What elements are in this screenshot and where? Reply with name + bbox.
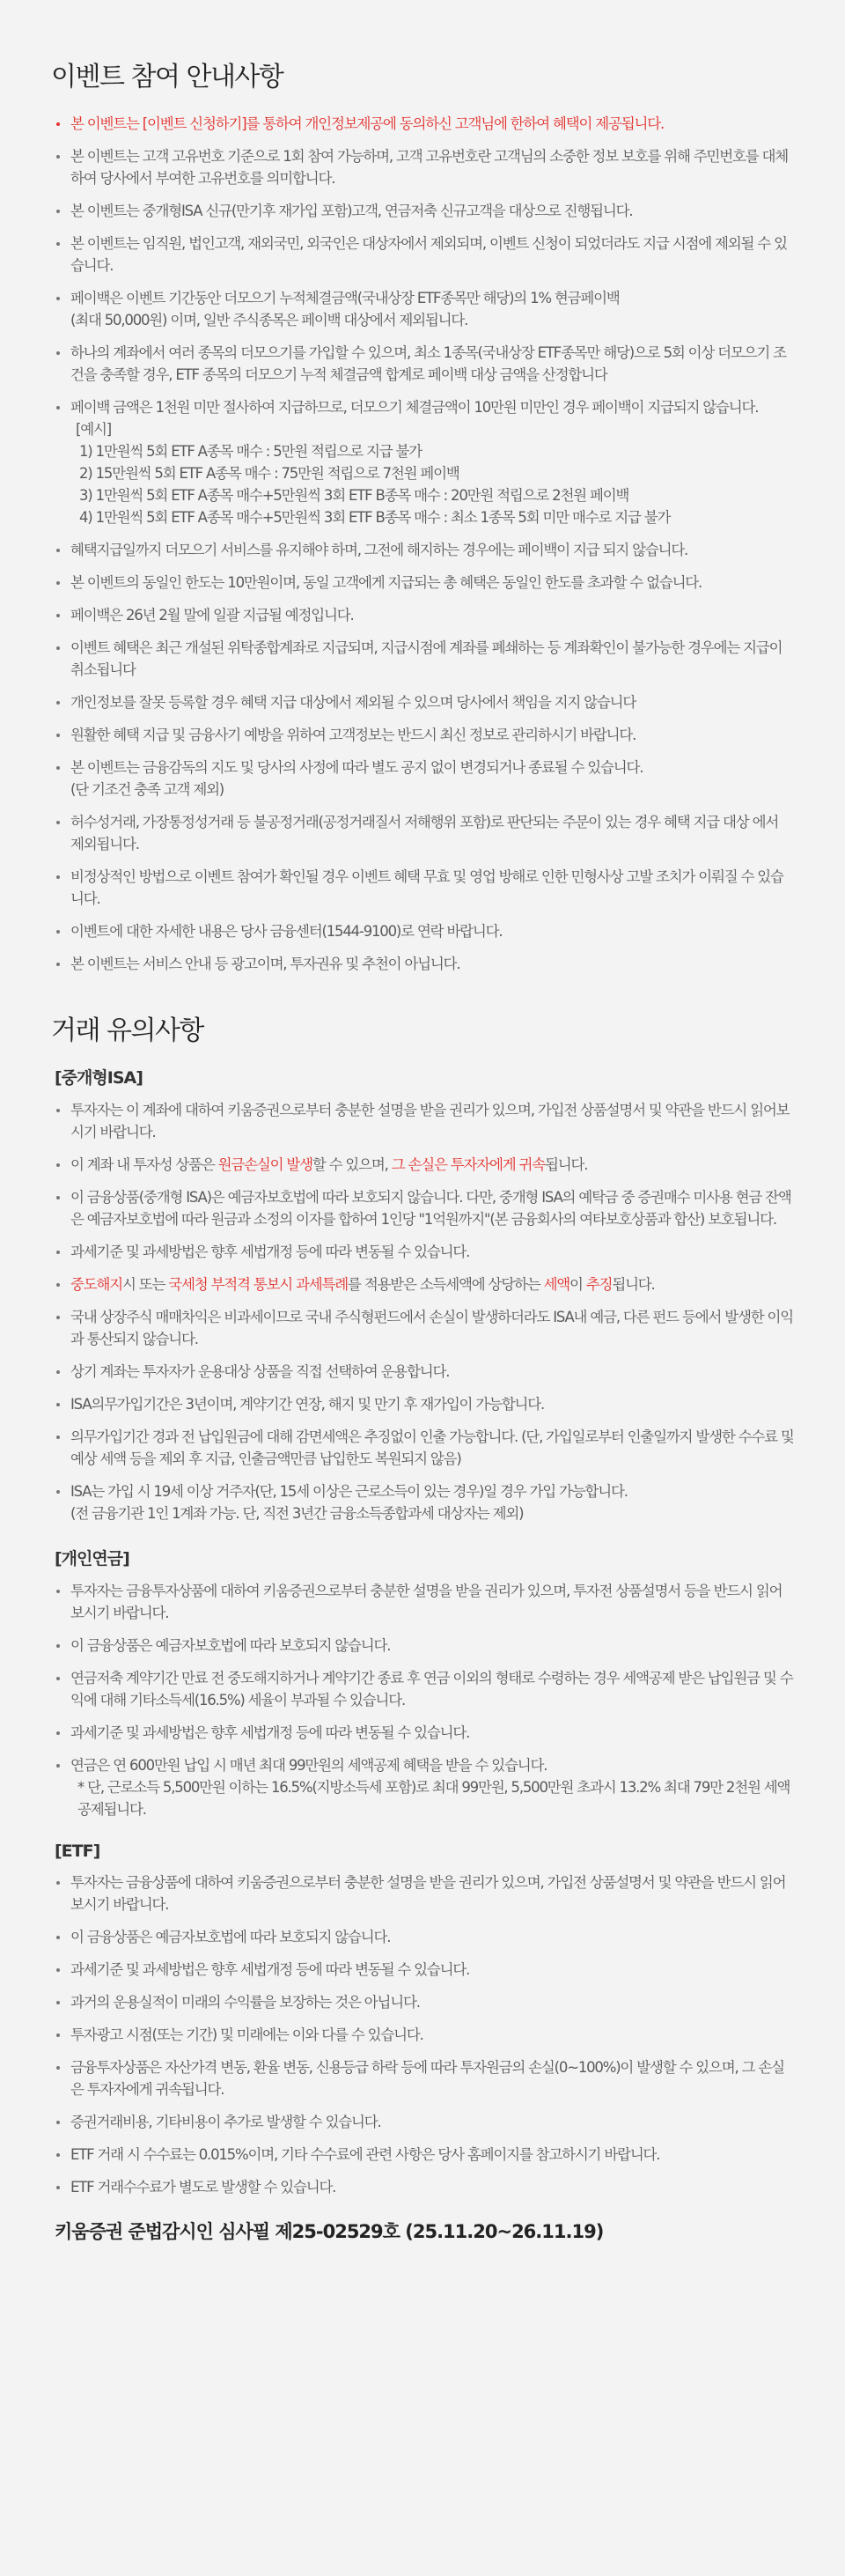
- list-item: ETF 거래수수료가 별도로 발생할 수 있습니다.: [55, 2176, 794, 2198]
- list-item: 과세기준 및 과세방법은 향후 세법개정 등에 따라 변동될 수 있습니다.: [55, 1722, 794, 1744]
- list-item: [55, 1754, 794, 1820]
- list-item: ISA의무가입기간은 3년이며, 계약기간 연장, 해지 및 만기 후 재가입이 가능합니다.: [55, 1393, 794, 1415]
- isa-list: [51, 1099, 794, 1524]
- change-text: 본 이벤트는 금융감독의 지도 및 당사의 사정에 따라 별도 공지 없이 변경되거나 종료될 수 있습니다.: [70, 759, 643, 776]
- example-item: 1) 1만원씩 5회 ETF A종목 매수 : 5만원 적립으로 지급 불가: [79, 443, 422, 460]
- list-item: 투자광고 시점(또는 기간) 및 미래에는 이와 다를 수 있습니다.: [55, 2024, 794, 2046]
- highlight-text: 중도해지: [70, 1276, 122, 1293]
- payback-note: (최대 50,000원) 이며, 일반 주식종목은 페이백 대상에서 제외됩니다.: [70, 312, 468, 328]
- list-item: 하나의 계좌에서 여러 종목의 더모으기를 가입할 수 있으며, 최소 1종목(국내상장 ETF종목만 해당)으로 5회 이상 더모으기 조건을 충족할 경우, ETF 종목의 더모으기 누적 체결금액 합계로 페이백 대상 금액을 산정합니다: [55, 342, 794, 386]
- highlight-text: 추징: [585, 1276, 613, 1293]
- list-item: ETF 거래 시 수수료는 0.015%이며, 기타 수수료에 관련 사항은 당사 홈페이지를 참고하시기 바랍니다.: [55, 2144, 794, 2166]
- list-item: 허수성거래, 가장통정성거래 등 불공정거래(공정거래질서 저해행위 포함)로 판단되는 주문이 있는 경우 혜택 지급 대상 에서 제외됩니다.: [55, 811, 794, 855]
- list-item: 중도해지시 또는 국세청 부적격 통보시 과세특례를 적용받은 소득세액에 상당하는 세액이 추징됩니다.: [55, 1273, 794, 1295]
- etf-list: [51, 1871, 794, 2198]
- example-item: 4) 1만원씩 5회 ETF A종목 매수+5만원씩 3회 ETF B종목 매수 : 최소 1종목 5회 미만 매수로 지급 불가: [79, 509, 671, 526]
- list-item: 국내 상장주식 매매차익은 비과세이므로 국내 주식형펀드에서 손실이 발생하더라도 ISA내 예금, 다른 펀드 등에서 발생한 이익과 통산되지 않습니다.: [55, 1306, 794, 1350]
- list-item: 과거의 운용실적이 미래의 수익률을 보장하는 것은 아닙니다.: [55, 1991, 794, 2013]
- list-item: 이벤트에 대한 자세한 내용은 당사 금융센터(1544-9100)로 연락 바랍니다.: [55, 920, 794, 942]
- change-note: (단 기조건 충족 고객 제외): [70, 781, 224, 798]
- list-item: [55, 1480, 794, 1524]
- list-item: 본 이벤트의 동일인 한도는 10만원이며, 동일 고객에게 지급되는 총 혜택은 동일인 한도를 초과할 수 없습니다.: [55, 572, 794, 594]
- list-item: 연금저축 계약기간 만료 전 중도해지하거나 계약기간 종료 후 연금 이외의 형태로 수령하는 경우 세액공제 받은 납입원금 및 수익에 대해 기타소득세(16.5%) 세율이 부과될 수 있습니다.: [55, 1667, 794, 1711]
- list-item: 비정상적인 방법으로 이벤트 참여가 확인될 경우 이벤트 혜택 무효 및 영업 방해로 인한 민형사상 고발 조치가 이뤄질 수 있습니다.: [55, 866, 794, 910]
- payback-threshold-text: 페이백 금액은 1천원 미만 절사하여 지급하므로, 더모으기 체결금액이 10만원 미만인 경우 페이백이 지급되지 않습니다.: [70, 399, 759, 416]
- compliance-approval-number: 키움증권 준법감시인 심사필 제25-02529호 (25.11.20~26.11.19): [55, 2221, 604, 2242]
- list-item: 본 이벤트는 [이벤트 신청하기]를 통하여 개인정보제공에 동의하신 고객님에 한하여 혜택이 제공됩니다.: [55, 113, 794, 135]
- pension-deduction-text: 연금은 연 600만원 납입 시 매년 최대 99만원의 세액공제 혜택을 받을 수 있습니다.: [70, 1757, 547, 1774]
- list-item: 본 이벤트는 고객 고유번호 기준으로 1회 참여 가능하며, 고객 고유번호란 고객님의 소중한 정보 보호를 위해 주민번호를 대체하여 당사에서 부여한 고유번호를 의미합니다.: [55, 145, 794, 189]
- list-item: 이 금융상품은 예금자보호법에 따라 보호되지 않습니다.: [55, 1926, 794, 1948]
- highlight-text: 원금손실이 발생: [217, 1156, 312, 1173]
- list-item: 원활한 혜택 지급 및 금융사기 예방을 위하여 고객정보는 반드시 최신 정보로 관리하시기 바랍니다.: [55, 724, 794, 746]
- list-item: 이 계좌 내 투자성 상품은 원금손실이 발생할 수 있으며, 그 손실은 투자자에게 귀속됩니다.: [55, 1154, 794, 1176]
- highlight-text: 세액: [543, 1276, 570, 1293]
- highlight-text: 그 손실은 투자자에게 귀속: [391, 1156, 545, 1173]
- list-item: 증권거래비용, 기타비용이 추가로 발생할 수 있습니다.: [55, 2111, 794, 2133]
- event-notice-list: [51, 113, 794, 975]
- list-item: 투자자는 이 계좌에 대하여 키움증권으로부터 충분한 설명을 받을 권리가 있으며, 가입전 상품설명서 및 약관을 반드시 읽어보시기 바랍니다.: [55, 1099, 794, 1143]
- list-item: 개인정보를 잘못 등록할 경우 혜택 지급 대상에서 제외될 수 있으며 당사에서 책임을 지지 않습니다: [55, 691, 794, 713]
- isa-age-note: (전 금융기관 1인 1계좌 가능. 단, 직전 3년간 금융소득종합과세 대상자는 제외): [70, 1505, 524, 1522]
- pension-list: [51, 1580, 794, 1820]
- example-item: 3) 1만원씩 5회 ETF A종목 매수+5만원씩 3회 ETF B종목 매수 : 20만원 적립으로 2천원 페이백: [79, 487, 629, 504]
- list-item: 혜택지급일까지 더모으기 서비스를 유지해야 하며, 그전에 해지하는 경우에는 페이백이 지급 되지 않습니다.: [55, 539, 794, 561]
- list-item: [55, 287, 794, 331]
- deduction-note: * 단, 근로소득 5,500만원 이하는 16.5%(지방소득세 포함)로 최대 99만원, 5,500만원 초과시 13.2% 최대 79만 2천원 세액공제됩니다.: [77, 1779, 790, 1818]
- list-item: 투자자는 금융상품에 대하여 키움증권으로부터 충분한 설명을 받을 권리가 있으며, 가입전 상품설명서 및 약관을 반드시 읽어보시기 바랍니다.: [55, 1871, 794, 1915]
- pension-heading: [개인연금]: [55, 1549, 129, 1568]
- event-notice-title: 이벤트 참여 안내사항: [51, 62, 283, 92]
- list-item: 본 이벤트는 서비스 안내 등 광고이며, 투자권유 및 추천이 아닙니다.: [55, 953, 794, 975]
- list-item: 이벤트 혜택은 최근 개설된 위탁종합계좌로 지급되며, 지급시점에 계좌를 폐쇄하는 등 계좌확인이 불가능한 경우에는 지급이 취소됩니다: [55, 637, 794, 681]
- example-item: 2) 15만원씩 5회 ETF A종목 매수 : 75만원 적립으로 7천원 페이백: [79, 465, 459, 482]
- list-item: 투자자는 금융투자상품에 대하여 키움증권으로부터 충분한 설명을 받을 권리가 있으며, 투자전 상품설명서 등을 반드시 읽어보시기 바랍니다.: [55, 1580, 794, 1624]
- highlight-text: 국세청 부적격 통보시 과세특례: [168, 1276, 349, 1293]
- trade-notice-title: 거래 유의사항: [51, 1015, 203, 1046]
- list-item: 상기 계좌는 투자자가 운용대상 상품을 직접 선택하여 운용합니다.: [55, 1361, 794, 1383]
- list-item: 본 이벤트는 임직원, 법인고객, 재외국민, 외국인은 대상자에서 제외되며, 이벤트 신청이 되었더라도 지급 시점에 제외될 수 있습니다.: [55, 233, 794, 277]
- list-item: 본 이벤트는 중개형ISA 신규(만기후 재가입 포함)고객, 연금저축 신규고객을 대상으로 진행됩니다.: [55, 200, 794, 222]
- list-item: [55, 757, 794, 801]
- list-item: 의무가입기간 경과 전 납입원금에 대해 감면세액은 추징없이 인출 가능합니다. (단, 가입일로부터 인출일까지 발생한 수수료 및 예상 세액 등을 제외 후 지급, 인출금액만큼 납입한도 복원되지 않음): [55, 1426, 794, 1470]
- list-item: 페이백은 26년 2월 말에 일괄 지급될 예정입니다.: [55, 604, 794, 626]
- etf-heading: [ETF]: [55, 1842, 100, 1861]
- isa-heading: [중개형ISA]: [55, 1068, 143, 1088]
- list-item: 이 금융상품(중개형 ISA)은 예금자보호법에 따라 보호되지 않습니다. 다만, 중개형 ISA의 예탁금 중 증권매수 미사용 현금 잔액은 예금자보호법에 따라 원금과 소정의 이자를 합하여 1인당 "1억원까지"(본 금융회사의 여타보호상품과 합산) 보호됩니다.: [55, 1186, 794, 1230]
- list-item: [55, 396, 794, 528]
- payback-text: 페이백은 이벤트 기간동안 더모으기 누적체결금액(국내상장 ETF종목만 해당)의 1% 현금페이백: [70, 290, 620, 306]
- list-item: 과세기준 및 과세방법은 향후 세법개정 등에 따라 변동될 수 있습니다.: [55, 1959, 794, 1981]
- list-item: 금융투자상품은 자산가격 변동, 환율 변동, 신용등급 하락 등에 따라 투자원금의 손실(0~100%)이 발생할 수 있으며, 그 손실은 투자자에게 귀속됩니다.: [55, 2056, 794, 2100]
- isa-age-text: ISA는 가입 시 19세 이상 거주자(단, 15세 이상은 근로소득이 있는 경우)일 경우 가입 가능합니다.: [70, 1483, 628, 1500]
- list-item: 이 금융상품은 예금자보호법에 따라 보호되지 않습니다.: [55, 1635, 794, 1657]
- example-label: [예시]: [76, 421, 111, 438]
- list-item: 과세기준 및 과세방법은 향후 세법개정 등에 따라 변동될 수 있습니다.: [55, 1241, 794, 1263]
